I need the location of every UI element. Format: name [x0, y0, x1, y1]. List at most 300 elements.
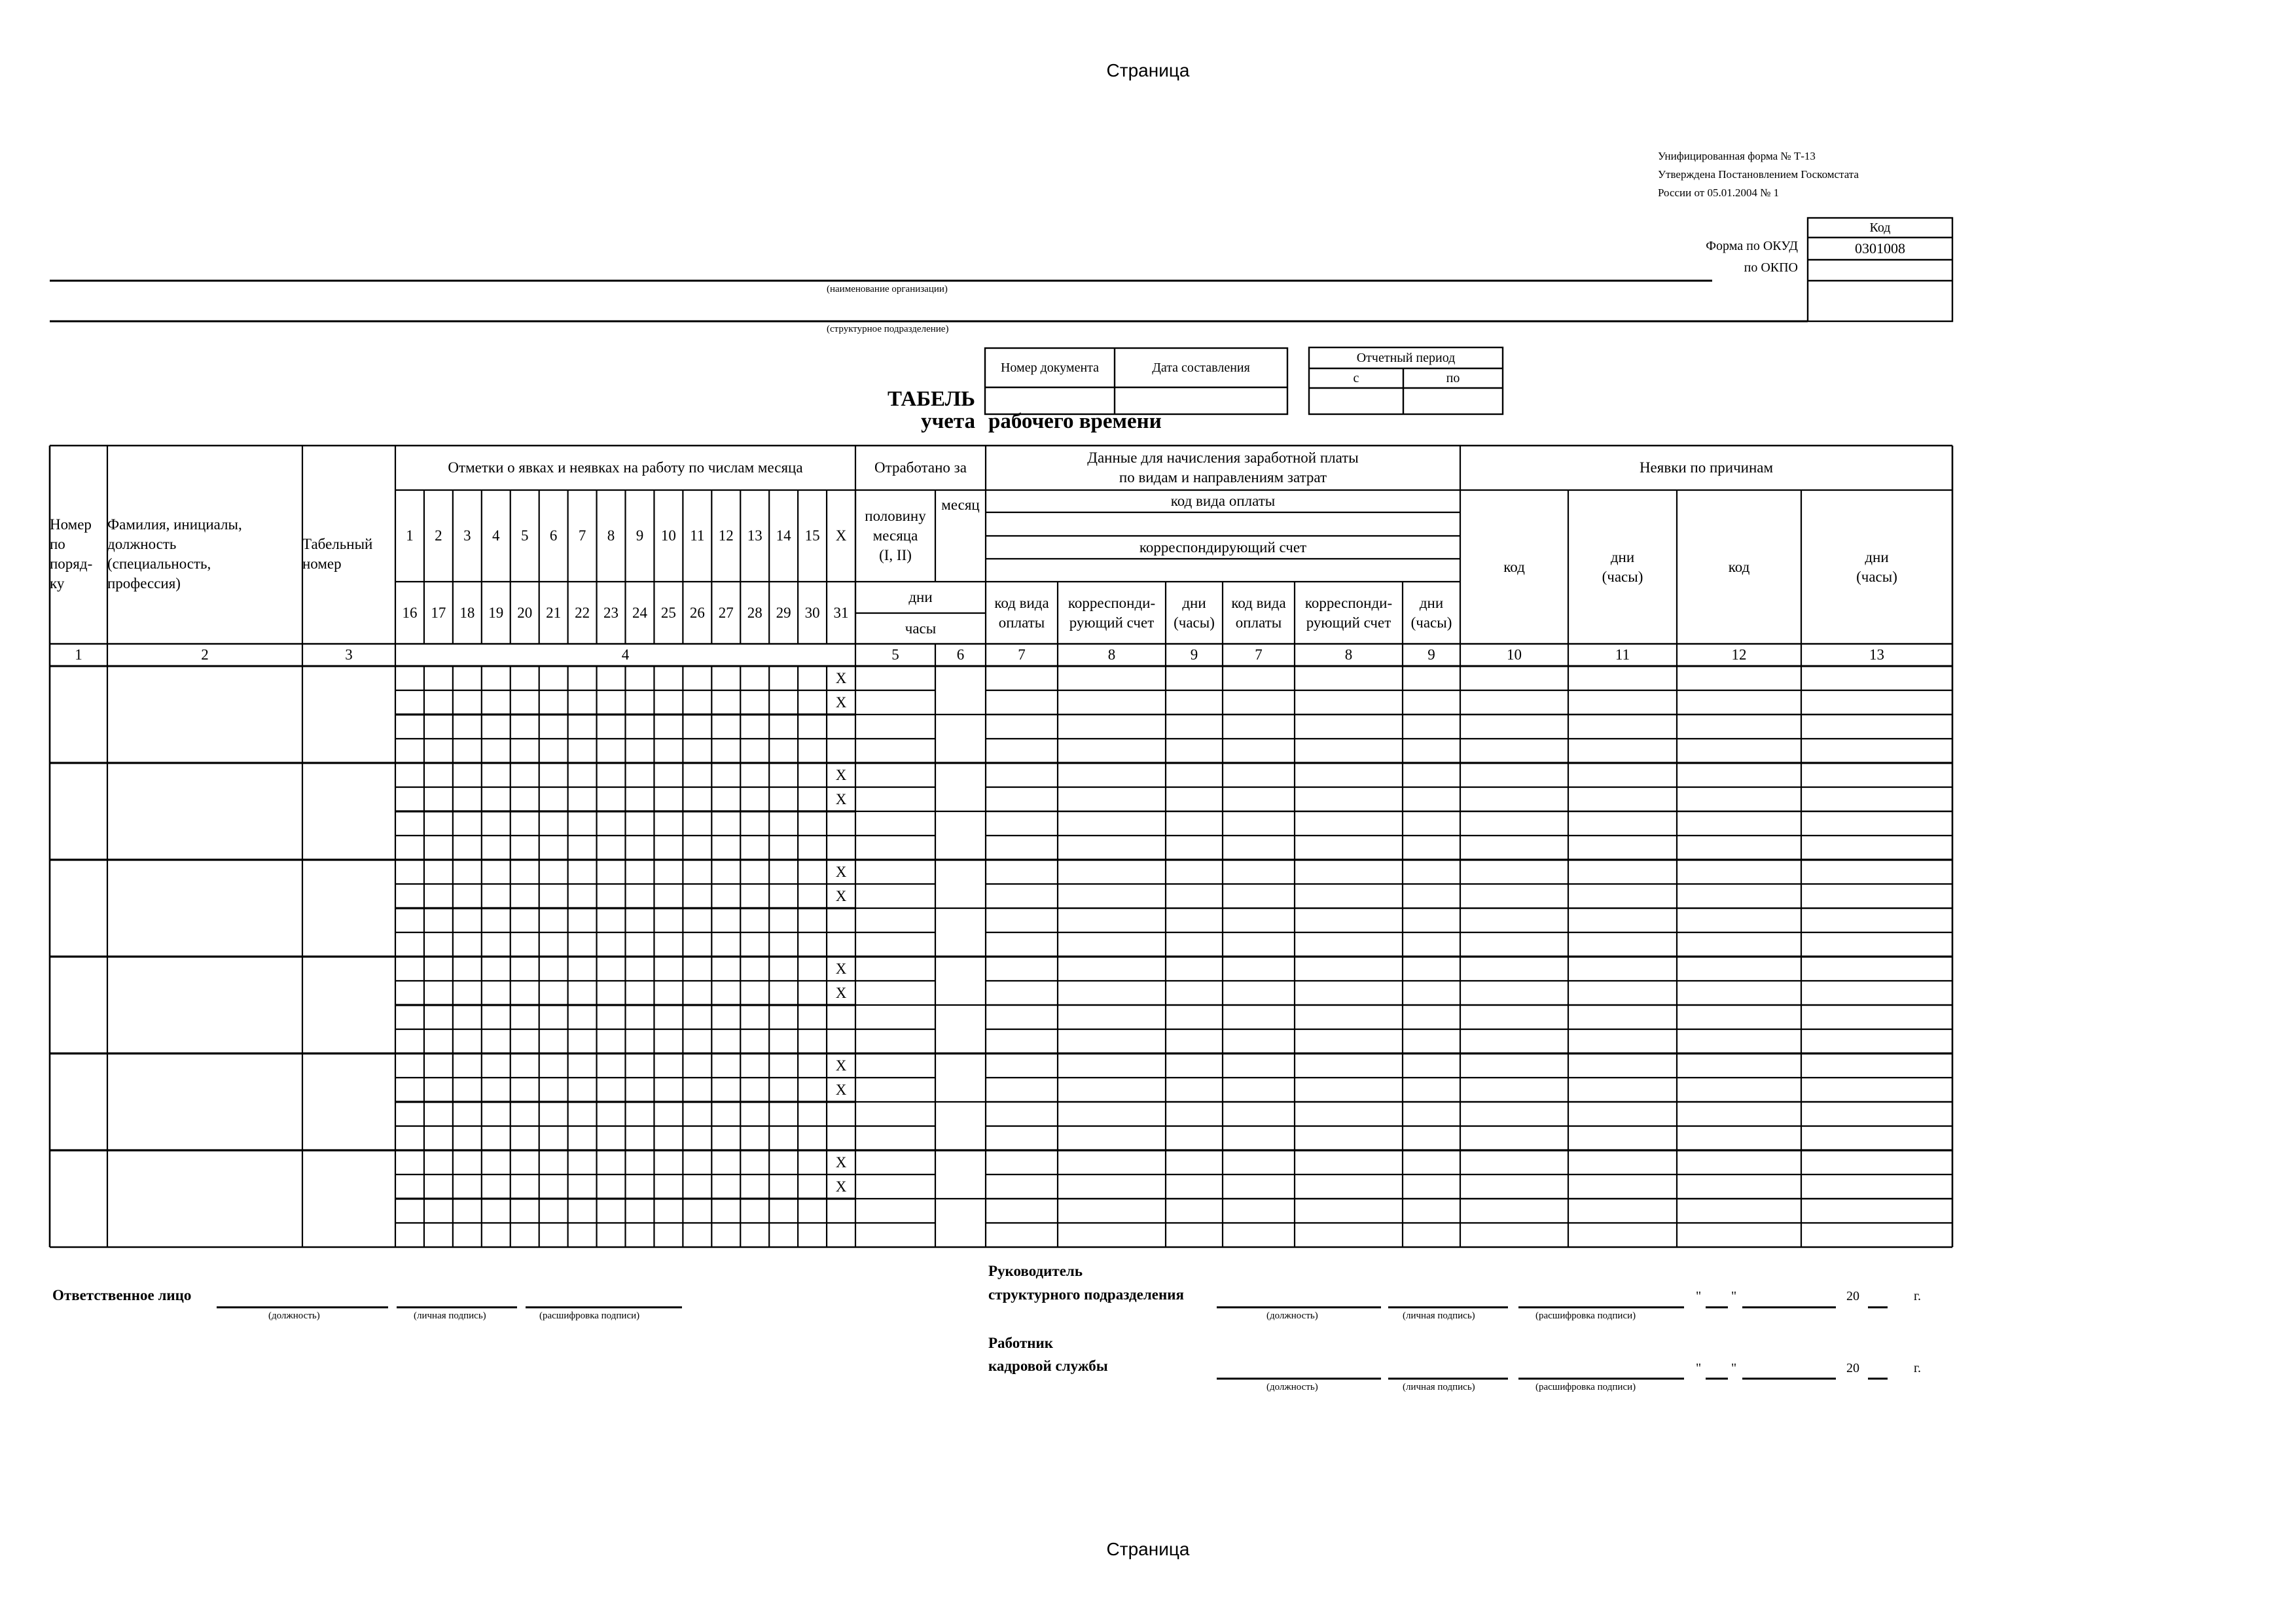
pay-data-field[interactable]	[986, 1199, 1058, 1223]
day-mark-field[interactable]	[482, 908, 511, 932]
absence-data-field[interactable]	[1801, 1078, 1952, 1102]
absence-data-field[interactable]	[1801, 860, 1952, 884]
absence-data-field[interactable]	[1801, 811, 1952, 836]
pay-data-field[interactable]	[1295, 1174, 1403, 1199]
day-mark-field[interactable]	[482, 981, 511, 1005]
day-mark-field[interactable]	[769, 1053, 798, 1078]
pay-data-field[interactable]	[1058, 1150, 1166, 1174]
absence-data-field[interactable]	[1677, 1102, 1801, 1126]
head-date-month-field[interactable]	[1742, 1286, 1836, 1306]
day-mark-field[interactable]	[539, 1199, 568, 1223]
pay-data-field[interactable]	[986, 763, 1058, 787]
day-mark-field[interactable]	[626, 836, 655, 860]
pay-data-field[interactable]	[1403, 811, 1460, 836]
day-mark-field[interactable]	[539, 957, 568, 981]
pay-data-field[interactable]	[1166, 1223, 1223, 1247]
absence-data-field[interactable]	[1677, 666, 1801, 690]
half-month-field[interactable]	[855, 715, 935, 739]
pay-data-field[interactable]	[1058, 1029, 1166, 1053]
day-mark-field[interactable]	[626, 1029, 655, 1053]
day-mark-field[interactable]	[798, 1223, 827, 1247]
day-mark-field[interactable]	[597, 739, 626, 763]
day-mark-field[interactable]	[711, 1102, 740, 1126]
pay-data-field[interactable]	[1403, 1174, 1460, 1199]
pay-data-field[interactable]	[1403, 1078, 1460, 1102]
day-mark-field[interactable]	[711, 690, 740, 715]
absence-data-field[interactable]	[1677, 690, 1801, 715]
day-mark-field[interactable]	[395, 932, 424, 957]
day-mark-field[interactable]	[511, 1174, 539, 1199]
pay-data-field[interactable]	[1223, 981, 1295, 1005]
head-date-day-field[interactable]	[1706, 1286, 1728, 1306]
day-mark-field[interactable]	[597, 908, 626, 932]
day-mark-field[interactable]	[453, 666, 482, 690]
day-mark-field[interactable]	[482, 739, 511, 763]
day-mark-field[interactable]	[798, 666, 827, 690]
okud-code-field[interactable]: 0301008	[1855, 240, 1905, 256]
day-mark-field[interactable]	[539, 836, 568, 860]
day-mark-field[interactable]	[597, 860, 626, 884]
day-mark-field[interactable]	[539, 1223, 568, 1247]
pay-data-field[interactable]	[1403, 1150, 1460, 1174]
day-mark-field[interactable]	[683, 860, 711, 884]
day-mark-field[interactable]	[511, 836, 539, 860]
day-mark-field[interactable]	[424, 981, 453, 1005]
day-mark-field[interactable]	[740, 811, 769, 836]
absence-data-field[interactable]	[1801, 908, 1952, 932]
day-mark-field[interactable]	[626, 1223, 655, 1247]
day-mark-field[interactable]	[798, 1078, 827, 1102]
absence-data-field[interactable]	[1460, 1174, 1568, 1199]
day-mark-field[interactable]	[424, 690, 453, 715]
day-mark-field[interactable]	[683, 1199, 711, 1223]
day-mark-field[interactable]	[769, 981, 798, 1005]
day-mark-field[interactable]	[482, 787, 511, 811]
pay-data-field[interactable]	[1223, 1078, 1295, 1102]
day-mark-field[interactable]	[798, 1174, 827, 1199]
day-mark-field[interactable]	[597, 690, 626, 715]
pay-data-field[interactable]	[1058, 666, 1166, 690]
responsible-signature-field[interactable]	[397, 1286, 517, 1306]
absence-data-field[interactable]	[1801, 1029, 1952, 1053]
pay-data-field[interactable]	[986, 981, 1058, 1005]
day-mark-field[interactable]	[798, 908, 827, 932]
day-mark-field[interactable]	[424, 1223, 453, 1247]
pay-data-field[interactable]	[1403, 1126, 1460, 1150]
day-mark-field[interactable]	[511, 690, 539, 715]
day-mark-field[interactable]	[539, 932, 568, 957]
day-mark-field[interactable]	[654, 787, 683, 811]
day-mark-field[interactable]	[769, 1029, 798, 1053]
absence-data-field[interactable]	[1568, 1102, 1677, 1126]
day-mark-field[interactable]	[568, 1223, 597, 1247]
day-mark-field[interactable]	[827, 739, 855, 763]
day-mark-field[interactable]	[827, 715, 855, 739]
day-mark-field[interactable]	[482, 1126, 511, 1150]
pay-data-field[interactable]	[1166, 1126, 1223, 1150]
day-mark-field[interactable]	[453, 884, 482, 908]
day-mark-field[interactable]	[711, 739, 740, 763]
pay-data-field[interactable]	[1295, 957, 1403, 981]
employee-name-field[interactable]	[107, 860, 302, 957]
absence-data-field[interactable]	[1460, 690, 1568, 715]
day-mark-field[interactable]	[597, 957, 626, 981]
day-mark-field[interactable]	[654, 763, 683, 787]
absence-data-field[interactable]	[1801, 981, 1952, 1005]
absence-data-field[interactable]	[1677, 1174, 1801, 1199]
day-mark-field[interactable]	[827, 932, 855, 957]
day-mark-field[interactable]	[683, 957, 711, 981]
pay-data-field[interactable]	[1403, 932, 1460, 957]
day-mark-field[interactable]	[424, 957, 453, 981]
day-mark-field[interactable]	[597, 1199, 626, 1223]
day-mark-field[interactable]	[539, 1150, 568, 1174]
half-month-field[interactable]	[855, 884, 935, 908]
day-mark-field[interactable]	[597, 1126, 626, 1150]
half-month-field[interactable]	[855, 1005, 935, 1029]
day-mark-field[interactable]	[740, 787, 769, 811]
day-mark-field[interactable]	[740, 763, 769, 787]
day-mark-field[interactable]	[395, 860, 424, 884]
employee-tabnum-field[interactable]	[302, 860, 395, 957]
day-mark-field[interactable]	[568, 1150, 597, 1174]
half-month-field[interactable]	[855, 1078, 935, 1102]
day-mark-field[interactable]	[453, 1174, 482, 1199]
day-mark-field[interactable]	[683, 1078, 711, 1102]
employee-name-field[interactable]	[107, 957, 302, 1053]
pay-data-field[interactable]	[1223, 1223, 1295, 1247]
pay-data-field[interactable]	[1058, 1126, 1166, 1150]
absence-data-field[interactable]	[1568, 1005, 1677, 1029]
day-mark-field[interactable]	[453, 715, 482, 739]
day-mark-field[interactable]	[511, 1126, 539, 1150]
month-total-field[interactable]	[935, 1102, 986, 1150]
absence-data-field[interactable]	[1801, 932, 1952, 957]
day-mark-field[interactable]	[597, 1078, 626, 1102]
day-mark-field[interactable]	[597, 1102, 626, 1126]
day-mark-field[interactable]	[539, 763, 568, 787]
absence-data-field[interactable]	[1460, 787, 1568, 811]
day-mark-field[interactable]	[711, 1053, 740, 1078]
day-mark-field[interactable]	[453, 690, 482, 715]
head-decoding-field[interactable]	[1518, 1286, 1684, 1306]
pay-data-field[interactable]	[1403, 860, 1460, 884]
absence-data-field[interactable]	[1677, 1150, 1801, 1174]
day-mark-field[interactable]	[568, 1005, 597, 1029]
day-mark-field[interactable]	[711, 787, 740, 811]
half-month-field[interactable]	[855, 739, 935, 763]
day-mark-field[interactable]	[827, 1005, 855, 1029]
day-mark-field[interactable]	[769, 690, 798, 715]
day-mark-field[interactable]	[539, 1078, 568, 1102]
pay-data-field[interactable]	[1403, 1005, 1460, 1029]
head-position-field[interactable]	[1217, 1286, 1381, 1306]
day-mark-field[interactable]	[511, 908, 539, 932]
day-mark-field[interactable]	[654, 690, 683, 715]
day-mark-field[interactable]	[654, 715, 683, 739]
absence-data-field[interactable]	[1460, 1078, 1568, 1102]
month-total-field[interactable]	[935, 811, 986, 860]
day-mark-field[interactable]	[539, 715, 568, 739]
absence-data-field[interactable]	[1568, 957, 1677, 981]
day-mark-field[interactable]	[511, 860, 539, 884]
employee-tabnum-field[interactable]	[302, 1053, 395, 1150]
day-mark-field[interactable]	[482, 1199, 511, 1223]
pay-data-field[interactable]	[1058, 690, 1166, 715]
day-mark-field[interactable]	[453, 1223, 482, 1247]
day-mark-field[interactable]	[769, 836, 798, 860]
absence-data-field[interactable]	[1568, 787, 1677, 811]
employee-number-field[interactable]	[50, 763, 107, 860]
day-mark-field[interactable]	[568, 1029, 597, 1053]
half-month-field[interactable]	[855, 690, 935, 715]
day-mark-field[interactable]	[511, 666, 539, 690]
day-mark-field[interactable]	[769, 811, 798, 836]
day-mark-field[interactable]	[597, 1053, 626, 1078]
day-mark-field[interactable]	[683, 811, 711, 836]
day-mark-field[interactable]	[511, 739, 539, 763]
pay-data-field[interactable]	[1166, 787, 1223, 811]
day-mark-field[interactable]	[626, 739, 655, 763]
pay-data-field[interactable]	[1223, 860, 1295, 884]
absence-data-field[interactable]	[1460, 1029, 1568, 1053]
day-mark-field[interactable]	[597, 666, 626, 690]
absence-data-field[interactable]	[1677, 1223, 1801, 1247]
pay-data-field[interactable]	[986, 1126, 1058, 1150]
day-mark-field[interactable]	[769, 715, 798, 739]
absence-data-field[interactable]	[1677, 1005, 1801, 1029]
absence-data-field[interactable]	[1568, 1199, 1677, 1223]
pay-data-field[interactable]	[986, 811, 1058, 836]
day-mark-field[interactable]	[740, 1199, 769, 1223]
day-mark-field[interactable]	[683, 1102, 711, 1126]
day-mark-field[interactable]	[511, 763, 539, 787]
pay-data-field[interactable]	[986, 932, 1058, 957]
day-mark-field[interactable]	[626, 981, 655, 1005]
day-mark-field[interactable]	[683, 1053, 711, 1078]
day-mark-field[interactable]	[453, 1199, 482, 1223]
day-mark-field[interactable]	[395, 908, 424, 932]
day-mark-field[interactable]	[654, 836, 683, 860]
day-mark-field[interactable]	[626, 763, 655, 787]
absence-data-field[interactable]	[1568, 860, 1677, 884]
pay-data-field[interactable]	[1403, 1053, 1460, 1078]
pay-data-field[interactable]	[1166, 1150, 1223, 1174]
extra-code-field[interactable]	[1808, 281, 1952, 321]
pay-data-field[interactable]	[1295, 836, 1403, 860]
half-month-field[interactable]	[855, 763, 935, 787]
absence-data-field[interactable]	[1677, 836, 1801, 860]
day-mark-field[interactable]	[798, 1029, 827, 1053]
day-mark-field[interactable]	[395, 1102, 424, 1126]
day-mark-field[interactable]	[769, 763, 798, 787]
day-mark-field[interactable]	[626, 1150, 655, 1174]
day-mark-field[interactable]	[395, 1029, 424, 1053]
day-mark-field[interactable]	[568, 787, 597, 811]
pay-data-field[interactable]	[1058, 1199, 1166, 1223]
day-mark-field[interactable]	[424, 1199, 453, 1223]
day-mark-field[interactable]	[711, 1223, 740, 1247]
day-mark-field[interactable]	[539, 739, 568, 763]
day-mark-field[interactable]	[539, 884, 568, 908]
pay-data-field[interactable]	[1166, 1199, 1223, 1223]
responsible-decoding-field[interactable]	[526, 1286, 682, 1306]
half-month-field[interactable]	[855, 860, 935, 884]
day-mark-field[interactable]	[654, 1005, 683, 1029]
responsible-position-field[interactable]	[217, 1286, 388, 1306]
day-mark-field[interactable]	[683, 932, 711, 957]
month-total-field[interactable]	[935, 715, 986, 763]
pay-data-field[interactable]	[1223, 1053, 1295, 1078]
day-mark-field[interactable]	[798, 981, 827, 1005]
day-mark-field[interactable]	[798, 860, 827, 884]
day-mark-field[interactable]	[453, 763, 482, 787]
pay-data-field[interactable]	[1058, 1174, 1166, 1199]
absence-data-field[interactable]	[1568, 666, 1677, 690]
absence-data-field[interactable]	[1568, 981, 1677, 1005]
half-month-field[interactable]	[855, 957, 935, 981]
pay-data-field[interactable]	[1166, 690, 1223, 715]
pay-data-field[interactable]	[1403, 836, 1460, 860]
period-from-field[interactable]	[1309, 388, 1403, 414]
day-mark-field[interactable]	[482, 957, 511, 981]
day-mark-field[interactable]	[539, 666, 568, 690]
pay-data-field[interactable]	[1403, 1199, 1460, 1223]
day-mark-field[interactable]	[424, 932, 453, 957]
day-mark-field[interactable]	[424, 1005, 453, 1029]
day-mark-field[interactable]	[626, 1102, 655, 1126]
day-mark-field[interactable]	[740, 739, 769, 763]
absence-data-field[interactable]	[1460, 715, 1568, 739]
absence-data-field[interactable]	[1568, 1126, 1677, 1150]
absence-data-field[interactable]	[1801, 690, 1952, 715]
day-mark-field[interactable]	[568, 836, 597, 860]
absence-data-field[interactable]	[1677, 739, 1801, 763]
pay-data-field[interactable]	[1295, 739, 1403, 763]
day-mark-field[interactable]	[597, 1174, 626, 1199]
day-mark-field[interactable]	[769, 666, 798, 690]
month-total-field[interactable]	[935, 1005, 986, 1053]
day-mark-field[interactable]	[654, 957, 683, 981]
day-mark-field[interactable]	[453, 1005, 482, 1029]
pay-data-field[interactable]	[986, 860, 1058, 884]
day-mark-field[interactable]	[683, 1223, 711, 1247]
pay-data-field[interactable]	[1295, 1150, 1403, 1174]
day-mark-field[interactable]	[711, 908, 740, 932]
absence-data-field[interactable]	[1460, 1150, 1568, 1174]
day-mark-field[interactable]	[654, 981, 683, 1005]
day-mark-field[interactable]	[827, 811, 855, 836]
day-mark-field[interactable]	[568, 1174, 597, 1199]
month-total-field[interactable]	[935, 1199, 986, 1247]
day-mark-field[interactable]	[683, 908, 711, 932]
day-mark-field[interactable]	[740, 666, 769, 690]
day-mark-field[interactable]	[597, 1223, 626, 1247]
day-mark-field[interactable]	[827, 1223, 855, 1247]
okpo-code-field[interactable]	[1808, 260, 1952, 281]
pay-data-field[interactable]	[1223, 1029, 1295, 1053]
day-mark-field[interactable]	[511, 1199, 539, 1223]
absence-data-field[interactable]	[1568, 1053, 1677, 1078]
pay-data-field[interactable]	[1223, 1005, 1295, 1029]
day-mark-field[interactable]	[626, 787, 655, 811]
employee-number-field[interactable]	[50, 666, 107, 763]
day-mark-field[interactable]	[711, 860, 740, 884]
employee-number-field[interactable]	[50, 1053, 107, 1150]
day-mark-field[interactable]	[424, 739, 453, 763]
day-mark-field[interactable]	[453, 957, 482, 981]
day-mark-field[interactable]	[395, 1078, 424, 1102]
pay-data-field[interactable]	[1295, 690, 1403, 715]
pay-data-field[interactable]	[1295, 1029, 1403, 1053]
day-mark-field[interactable]	[711, 1150, 740, 1174]
pay-data-field[interactable]	[1295, 811, 1403, 836]
absence-data-field[interactable]	[1460, 981, 1568, 1005]
pay-data-field[interactable]	[1403, 739, 1460, 763]
day-mark-field[interactable]	[798, 1005, 827, 1029]
day-mark-field[interactable]	[683, 836, 711, 860]
day-mark-field[interactable]	[395, 666, 424, 690]
absence-data-field[interactable]	[1801, 1126, 1952, 1150]
day-mark-field[interactable]	[395, 1005, 424, 1029]
pay-data-field[interactable]	[986, 1053, 1058, 1078]
pay-data-field[interactable]	[1058, 763, 1166, 787]
day-mark-field[interactable]	[740, 836, 769, 860]
absence-data-field[interactable]	[1568, 908, 1677, 932]
day-mark-field[interactable]	[711, 981, 740, 1005]
absence-data-field[interactable]	[1568, 739, 1677, 763]
day-mark-field[interactable]	[597, 763, 626, 787]
pay-data-field[interactable]	[1223, 1150, 1295, 1174]
head-date-year-field[interactable]	[1868, 1286, 1888, 1306]
pay-data-field[interactable]	[986, 787, 1058, 811]
pay-data-field[interactable]	[1223, 884, 1295, 908]
day-mark-field[interactable]	[769, 932, 798, 957]
day-mark-field[interactable]	[769, 957, 798, 981]
half-month-field[interactable]	[855, 1199, 935, 1223]
pay-data-field[interactable]	[1166, 1078, 1223, 1102]
pay-data-field[interactable]	[986, 836, 1058, 860]
pay-data-field[interactable]	[1058, 739, 1166, 763]
absence-data-field[interactable]	[1801, 1102, 1952, 1126]
day-mark-field[interactable]	[827, 1126, 855, 1150]
day-mark-field[interactable]	[626, 860, 655, 884]
absence-data-field[interactable]	[1677, 1053, 1801, 1078]
pay-data-field[interactable]	[986, 957, 1058, 981]
day-mark-field[interactable]	[798, 811, 827, 836]
day-mark-field[interactable]	[482, 666, 511, 690]
day-mark-field[interactable]	[683, 981, 711, 1005]
day-mark-field[interactable]	[626, 1005, 655, 1029]
pay-data-field[interactable]	[1058, 1078, 1166, 1102]
day-mark-field[interactable]	[654, 1102, 683, 1126]
day-mark-field[interactable]	[395, 884, 424, 908]
absence-data-field[interactable]	[1460, 666, 1568, 690]
day-mark-field[interactable]	[654, 1150, 683, 1174]
day-mark-field[interactable]	[511, 957, 539, 981]
day-mark-field[interactable]	[740, 1150, 769, 1174]
day-mark-field[interactable]	[740, 1174, 769, 1199]
day-mark-field[interactable]	[568, 1126, 597, 1150]
half-month-field[interactable]	[855, 1029, 935, 1053]
day-mark-field[interactable]	[568, 957, 597, 981]
day-mark-field[interactable]	[798, 763, 827, 787]
day-mark-field[interactable]	[539, 1005, 568, 1029]
pay-data-field[interactable]	[1058, 957, 1166, 981]
day-mark-field[interactable]	[626, 932, 655, 957]
month-total-field[interactable]	[935, 1053, 986, 1102]
day-mark-field[interactable]	[683, 763, 711, 787]
